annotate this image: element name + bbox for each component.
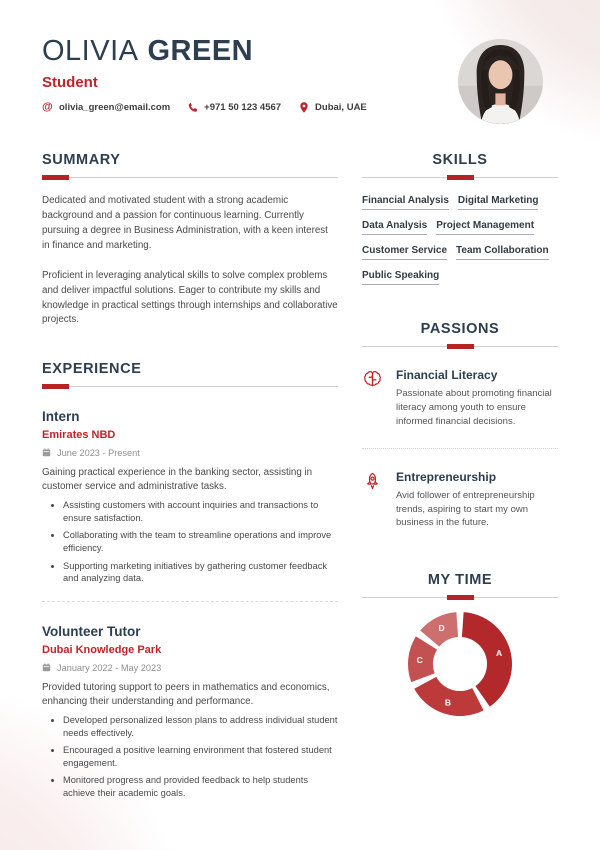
contact-phone: [187, 101, 281, 114]
job-bullet: • Developed personalized lesson plans to address individual student needs effectively.: [63, 714, 338, 739]
job-description: Provided tutoring support to peers in mathematics and economics, enhancing their understanding and performance.: [42, 681, 330, 707]
location-pin-icon: [298, 101, 310, 114]
job-title: Student: [42, 74, 98, 92]
skill-item: Digital Marketing: [458, 195, 539, 210]
skill-item: Public Speaking: [362, 270, 439, 285]
passion-body: [396, 368, 556, 428]
experience-section: [42, 361, 338, 799]
location-text: Dubai, UAE: [315, 102, 367, 114]
heading-rule: [42, 386, 338, 387]
at-icon: @: [42, 101, 53, 114]
job-entry: [42, 409, 338, 585]
job-dates-text: June 2023 - Present: [57, 447, 140, 458]
header: [0, 0, 600, 114]
donut-segment-label: C: [416, 654, 423, 665]
brain-icon: [362, 369, 383, 390]
skill-item: Data Analysis: [362, 220, 427, 235]
passions-heading: PASSIONS: [420, 321, 500, 338]
portrait-illustration: [458, 39, 543, 124]
job-entry: [42, 624, 338, 800]
contact-email: [42, 101, 170, 114]
phone-icon: [187, 101, 199, 114]
passion-text: Passionate about promoting financial literacy among youth to ensure informed financial decisions.: [396, 388, 552, 427]
rocket-icon: [362, 471, 383, 492]
job-bullet-list: [42, 499, 338, 584]
passion-item: [362, 470, 558, 530]
passion-text: Avid follower of entrepreneurship trends, aspiring to start my own business in the future.: [396, 489, 535, 529]
job-title: Intern: [42, 408, 80, 424]
profile-photo: [458, 39, 543, 124]
summary-paragraph: Proficient in leveraging analytical skills to solve complex problems and deliver impactful solutions. Eager to contribute my skills and knowledge in practical settings through internships and collaborative projects.: [42, 270, 338, 326]
left-column: [42, 114, 338, 799]
calendar-icon: [42, 663, 51, 672]
job-dates: [42, 663, 338, 673]
passions-section: [362, 321, 558, 530]
my-time-section: [362, 572, 558, 718]
skill-item: Financial Analysis: [362, 195, 449, 210]
passion-title: Entrepreneurship: [396, 469, 497, 484]
donut-segment-label: D: [438, 622, 445, 633]
job-bullet: • Supporting marketing initiatives by gathering customer feedback and analyzing data.: [63, 560, 338, 585]
job-dates: [42, 448, 338, 458]
skills-list: [362, 195, 558, 285]
last-name: GREEN: [147, 35, 254, 67]
skills-section: [362, 152, 558, 285]
skill-item: Project Management: [436, 220, 534, 235]
phone-text: +971 50 123 4567: [204, 102, 282, 114]
contact-location: [298, 101, 367, 114]
summary-paragraph: Dedicated and motivated student with a strong academic background and a passion for continuous learning. Currently pursuing a degree in Business Administration, with a keen interest in finance and marketing.: [42, 195, 328, 251]
passion-divider: [362, 448, 558, 449]
calendar-icon: [42, 448, 51, 457]
heading-rule: [362, 597, 558, 598]
job-company: Emirates NBD: [42, 428, 116, 441]
donut-segment-label: A: [495, 648, 503, 659]
job-title: Volunteer Tutor: [42, 623, 141, 639]
heading-rule: [42, 177, 338, 178]
passion-body: [396, 470, 556, 530]
donut-segment-B: [414, 677, 483, 716]
donut-segment-label: B: [444, 697, 452, 708]
job-dates-text: January 2022 - May 2023: [57, 662, 162, 673]
job-description: Gaining practical experience in the banking sector, assisting in customer service and administrative tasks.: [42, 466, 313, 493]
time-donut-chart: [406, 610, 514, 718]
email-text: olivia_green@email.com: [59, 102, 171, 114]
heading-rule: [362, 346, 558, 347]
first-name: OLIVIA: [42, 35, 139, 67]
job-company: Dubai Knowledge Park: [42, 643, 162, 656]
job-divider: [42, 601, 338, 602]
skill-item: Customer Service: [362, 245, 447, 260]
summary-section: [42, 152, 338, 328]
job-bullet: • Encouraged a positive learning environment that fostered student engagement.: [63, 744, 338, 769]
summary-heading: SUMMARY: [42, 152, 121, 169]
skill-item: Team Collaboration: [456, 245, 549, 260]
right-column: [362, 114, 558, 718]
passion-title: Financial Literacy: [396, 368, 498, 383]
my-time-heading: MY TIME: [427, 572, 493, 589]
job-bullet: • Assisting customers with account inquiries and transactions to ensure satisfaction.: [63, 499, 338, 524]
content-columns: [0, 114, 600, 799]
experience-heading: EXPERIENCE: [42, 360, 142, 377]
job-bullet-list: [42, 714, 338, 799]
job-bullet: • Collaborating with the team to streamline operations and improve efficiency.: [63, 529, 338, 554]
heading-rule: [362, 177, 558, 178]
job-bullet: • Monitored progress and provided feedback to help students achieve their academic goals.: [63, 774, 338, 799]
passion-item: [362, 368, 558, 428]
skills-heading: SKILLS: [432, 152, 488, 169]
